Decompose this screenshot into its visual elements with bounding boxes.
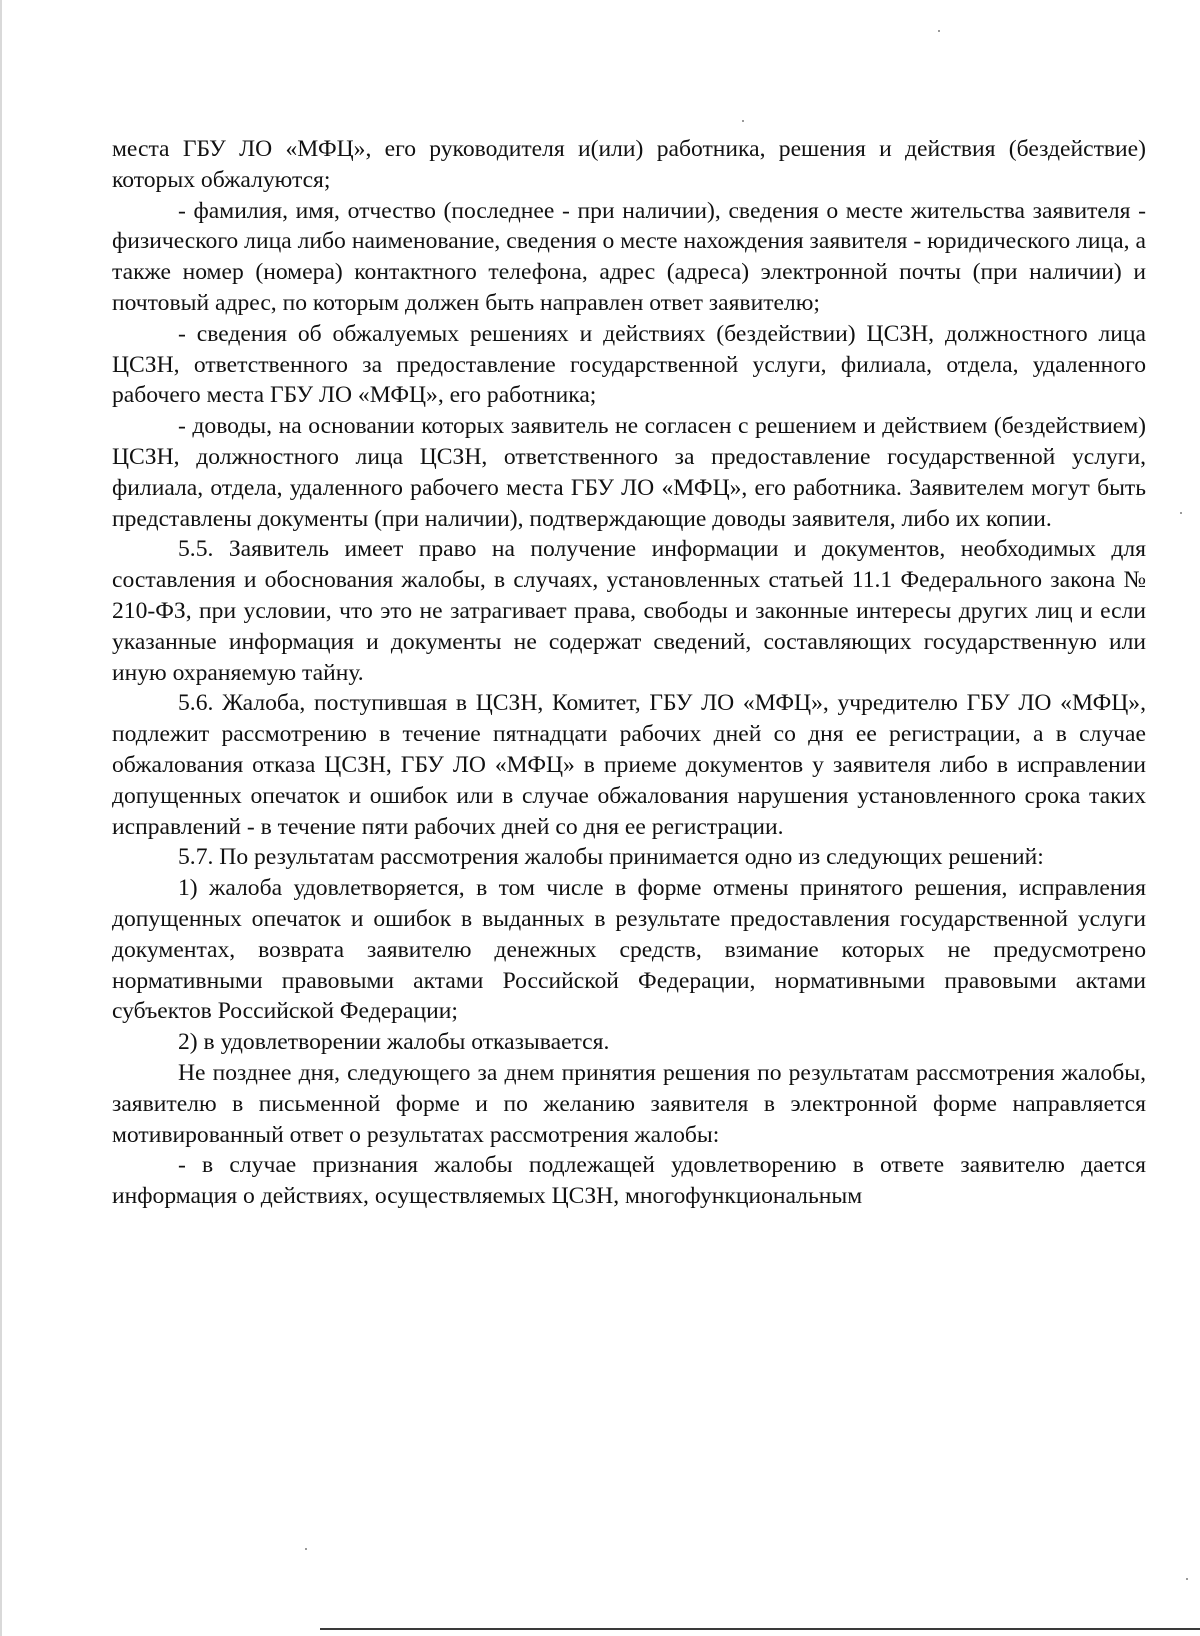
- scan-speck: [938, 30, 940, 32]
- paragraph-v-sluchae: - в случае признания жалобы подлежащей удовлетворению в ответе заявителю дается информация о действиях, осуществляемых ЦСЗН, многофункциональным: [112, 1152, 1146, 1210]
- document-body: [112, 134, 1146, 1212]
- paragraph-5-5: 5.5. Заявитель имеет право на получение информации и документов, необходимых для составления и обоснования жалобы, в случаях, установленных статьей 11.1 Федерального закона № 210-ФЗ, при условии, что это не затрагивает права, свободы и законные интересы других лиц и если указанные информация и документы не содержат сведений, составляющих государственную или иную охраняемую тайну.: [112, 536, 1146, 686]
- scan-speck: [1180, 512, 1182, 514]
- paragraph-5-7: 5.7. По результатам рассмотрения жалобы принимается одно из следующих решений:: [178, 844, 1044, 871]
- paragraph-ne-pozdnee: Не позднее дня, следующего за днем принятия решения по результатам рассмотрения жалобы, заявителю в письменной форме и по желанию заявителя в электронной форме направляется мотивированный ответ о результатах рассмотрения жалобы:: [112, 1059, 1146, 1148]
- paragraph-item-2: 2) в удовлетворении жалобы отказывается.: [178, 1029, 610, 1056]
- paragraph-continuation: места ГБУ ЛО «МФЦ», его руководителя и(или) работника, решения и действия (бездействие) которых обжалуются;: [112, 136, 1146, 193]
- paragraph-5-6: 5.6. Жалоба, поступившая в ЦСЗН, Комитет, ГБУ ЛО «МФЦ», учредителю ГБУ ЛО «МФЦ», подлежит рассмотрению в течение пятнадцати рабочих дней со дня ее регистрации, а в случае обжалования отказа ЦСЗН, ГБУ ЛО «МФЦ» в приеме документов у заявителя либо в исправлении допущенных опечаток и ошибок или в случае обжалования нарушения установленного срока таких исправлений - в течение пяти рабочих дней со дня ее регистрации.: [112, 690, 1146, 840]
- scan-speck: [742, 120, 744, 122]
- paragraph-fio: - фамилия, имя, отчество (последнее - при наличии), сведения о месте жительства заявителя - физического лица либо наименование, сведения о месте нахождения заявителя - юридического лица, а также номер (номера) контактного телефона, адрес (адреса) электронной почты (при наличии) и почтовый адрес, по которым должен быть направлен ответ заявителю;: [112, 197, 1146, 316]
- scan-speck: [1186, 1578, 1188, 1580]
- paragraph-svedeniya: - сведения об обжалуемых решениях и действиях (бездействии) ЦСЗН, должностного лица ЦСЗН, ответственного за предоставление государственной услуги, филиала, отдела, удаленного рабочего места ГБУ ЛО «МФЦ», его работника;: [112, 320, 1146, 409]
- scan-speck: [305, 1548, 307, 1550]
- paragraph-dovody: - доводы, на основании которых заявитель не согласен с решением и действием (бездействием) ЦСЗН, должностного лица ЦСЗН, ответственного за предоставление государственной услуги, филиала, отдела, удаленного рабочего места ГБУ ЛО «МФЦ», его работника. Заявителем могут быть представлены документы (при наличии), подтверждающие доводы заявителя, либо их копии.: [112, 413, 1146, 532]
- scan-left-edge: [0, 0, 2, 1636]
- paragraph-item-1: 1) жалоба удовлетворяется, в том числе в форме отмены принятого решения, исправления допущенных опечаток и ошибок в выданных в результате предоставления государственной услуги документах, возврата заявителю денежных средств, взимание которых не предусмотрено нормативными правовыми актами Российской Федерации, нормативными правовыми актами субъектов Российской Федерации;: [112, 875, 1146, 1025]
- scan-bottom-edge: [320, 1628, 1200, 1630]
